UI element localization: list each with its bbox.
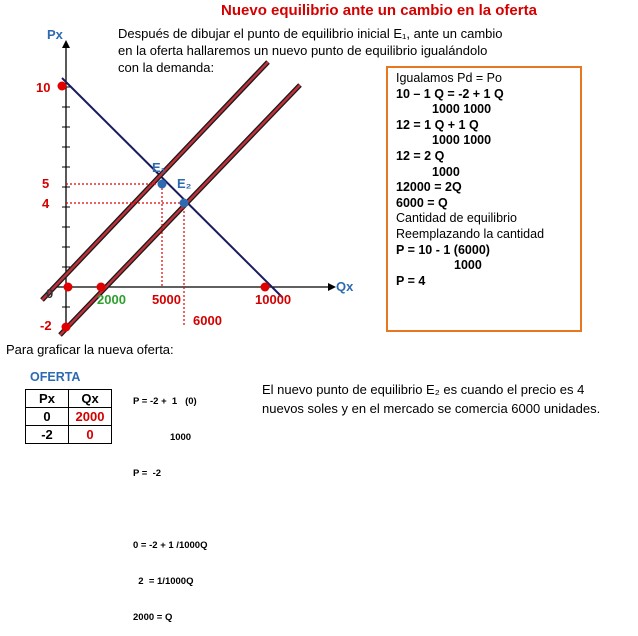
y-axis-label: Px [47, 27, 63, 42]
table-header-row [26, 390, 112, 408]
point-e1 [158, 180, 167, 189]
y-tick-label: 0 [46, 286, 54, 301]
calc-step: 0 = -2 + 1 /1000Q [133, 540, 208, 551]
x-axis-arrow [328, 283, 336, 291]
table-cell: 0 [26, 408, 69, 426]
calc-step [133, 504, 207, 516]
calc-line: Reemplazando la cantidad [396, 226, 545, 241]
calc-line: 12 = 1 Q + 1 Q [396, 117, 479, 132]
x-tick-label: 5000 [152, 292, 181, 307]
calc-step: P = -2 + 1 (0) [133, 396, 197, 407]
table-row [26, 408, 112, 426]
point-10000 [261, 283, 270, 292]
oferta-table [25, 389, 112, 444]
page-title: Nuevo equilibrio ante un cambio en la oferta [221, 2, 537, 19]
calc-line: P = 4 [396, 273, 426, 288]
e1-label: E₁ [152, 160, 167, 175]
e2-label: E₂ [177, 176, 192, 191]
x-tick-label: 6000 [193, 313, 222, 328]
table-cell: -2 [26, 426, 69, 444]
calc-line: 10 – 1 Q = -2 + 1 Q [396, 86, 504, 101]
supply-line-1 [42, 62, 268, 300]
table-cell: 0 [69, 426, 112, 444]
table-row [26, 426, 112, 444]
calc-line: Cantidad de equilibrio [396, 211, 517, 226]
calc-step: 2000 = Q [133, 612, 173, 623]
calc-line: 12000 = 2Q [396, 180, 462, 195]
calc-line: 1000 [432, 164, 460, 179]
calc-line: 1000 1000 [432, 102, 492, 117]
calc-line: 1000 1000 [432, 133, 492, 148]
table-cell: 2000 [69, 408, 112, 426]
point-minus-2 [62, 323, 71, 332]
point-origin [64, 283, 73, 292]
x-axis-label: Qx [336, 279, 354, 294]
point-e2 [180, 199, 189, 208]
intro-line: en la oferta hallaremos un nuevo punto de equilibrio igualándolo [118, 43, 488, 58]
intro-line: Después de dibujar el punto de equilibrio inicial E₁, ante un cambio [118, 26, 503, 41]
x-tick-label: 10000 [255, 292, 292, 307]
calc-line: 6000 = Q [396, 195, 448, 210]
oferta-title: OFERTA [30, 370, 81, 384]
point-demand-intercept [58, 82, 67, 91]
y-axis-arrow [62, 40, 70, 48]
graph-note: Para graficar la nueva oferta: [6, 342, 174, 357]
demand-line [62, 78, 282, 297]
calc-line: 1000 [454, 258, 482, 273]
calc-line: Igualamos Pd = Po [396, 71, 502, 85]
calc-line: 12 = 2 Q [396, 148, 445, 163]
y-tick-label: 10 [36, 80, 51, 95]
table-header: Qx [69, 390, 112, 408]
conclusion-text: El nuevo punto de equilibrio E₂ es cuando el precio es 4 nuevos soles y en el mercado se comercia 6000 unidades. [262, 382, 601, 416]
calc-line: P = 10 - 1 (6000) [396, 242, 490, 257]
x-tick-label: 2000 [97, 292, 126, 307]
table-header: Px [26, 390, 69, 408]
intro-line: con la demanda: [118, 60, 215, 75]
calc-step: 1000 [133, 432, 192, 443]
y-tick-label: -2 [40, 318, 52, 333]
point-2000 [97, 283, 106, 292]
supply-calculation [133, 372, 207, 636]
y-tick-label: 5 [42, 176, 50, 191]
equilibrium-calculation-box [386, 66, 582, 332]
y-tick-label: 4 [42, 196, 50, 211]
calc-step: P = -2 [133, 468, 162, 479]
calc-step: 2 = 1/1000Q [133, 576, 194, 587]
